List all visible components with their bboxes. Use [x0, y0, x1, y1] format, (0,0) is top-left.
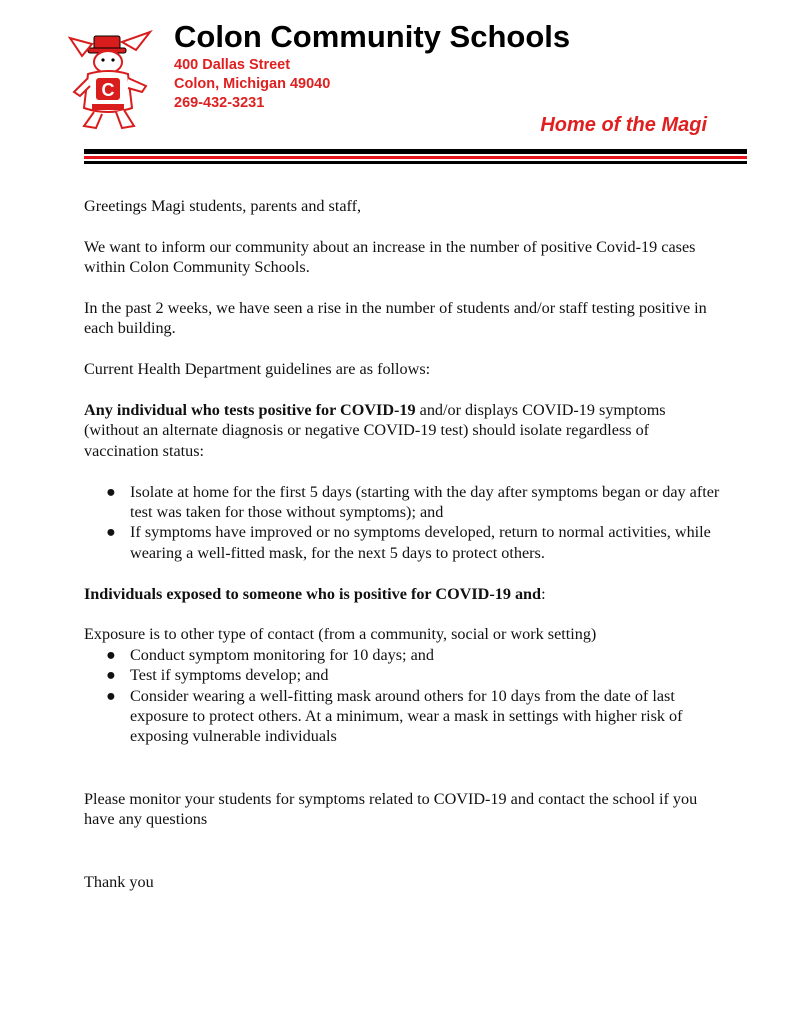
list-item: ● Conduct symptom monitoring for 10 days; and [106, 645, 434, 664]
sign-off: Thank you [84, 872, 154, 891]
closing-paragraph: Please monitor your students for symptoms related to COVID-19 and contact the school if you have any questions [84, 789, 698, 829]
magi-mascot-logo [66, 30, 156, 132]
list-item: ● If symptoms have improved or no symptoms developed, return to normal activities, while wearing a well-fitted mask, for the next 5 days to protect others. [106, 523, 711, 562]
school-name: Colon Community Schools [174, 19, 571, 54]
letter-body [84, 196, 724, 892]
list-item: ● Isolate at home for the first 5 days (starting with the day after symptoms began or day after test was taken for those without symptoms); and [106, 482, 720, 522]
bullet-icon: ● [106, 645, 116, 664]
paragraph-rise: In the past 2 weeks, we have seen a rise in the number of students and/or staff testing positive in each building. [84, 299, 707, 338]
header-rule-red [84, 156, 747, 159]
exposed-paragraph: Individuals exposed to someone who is positive for COVID-19 and: [84, 584, 546, 603]
positive-text: and/or displays COVID-19 symptoms (without an alternate diagnosis or negative COVID-19 test) should isolate regardless of vaccination status: [84, 401, 666, 460]
paragraph-guidelines: Current Health Department guidelines are as follows: [84, 360, 431, 379]
greeting: Greetings Magi students, parents and staff, [84, 197, 362, 215]
tagline: Home of the Magi [540, 114, 707, 136]
exposure-bullet-list [84, 645, 724, 747]
address-street: 400 Dallas Street [174, 57, 291, 73]
phone-number: 269-432-3231 [174, 95, 265, 111]
positive-bullet-list [84, 482, 724, 564]
bullet-icon: ● [106, 482, 116, 501]
bullet-icon: ● [106, 666, 116, 685]
bullet-icon: ● [106, 686, 116, 705]
positive-paragraph [84, 400, 724, 461]
paragraph-increase: We want to inform our community about an increase in the number of positive Covid-19 cases within Colon Community Schools. [84, 237, 696, 277]
bullet-icon: ● [106, 523, 116, 542]
list-item: ● Test if symptoms develop; and [106, 666, 329, 685]
exposure-intro: Exposure is to other type of contact (from a community, social or work setting) [84, 625, 597, 644]
positive-heading: Any individual who tests positive for COVID-19 [84, 401, 416, 419]
header-rule-black-thin [84, 161, 747, 164]
address-city: Colon, Michigan 49040 [174, 76, 331, 92]
logo-letter: C [101, 80, 115, 100]
header-rule-black [84, 149, 747, 154]
list-item: ● Consider wearing a well-fitting mask around others for 10 days from the date of last exposure to protect others. At a minimum, wear a mask in settings with higher risk of exposing vulnerable individuals [106, 686, 683, 746]
exposed-heading: Individuals exposed to someone who is positive for COVID-19 and [84, 584, 542, 603]
